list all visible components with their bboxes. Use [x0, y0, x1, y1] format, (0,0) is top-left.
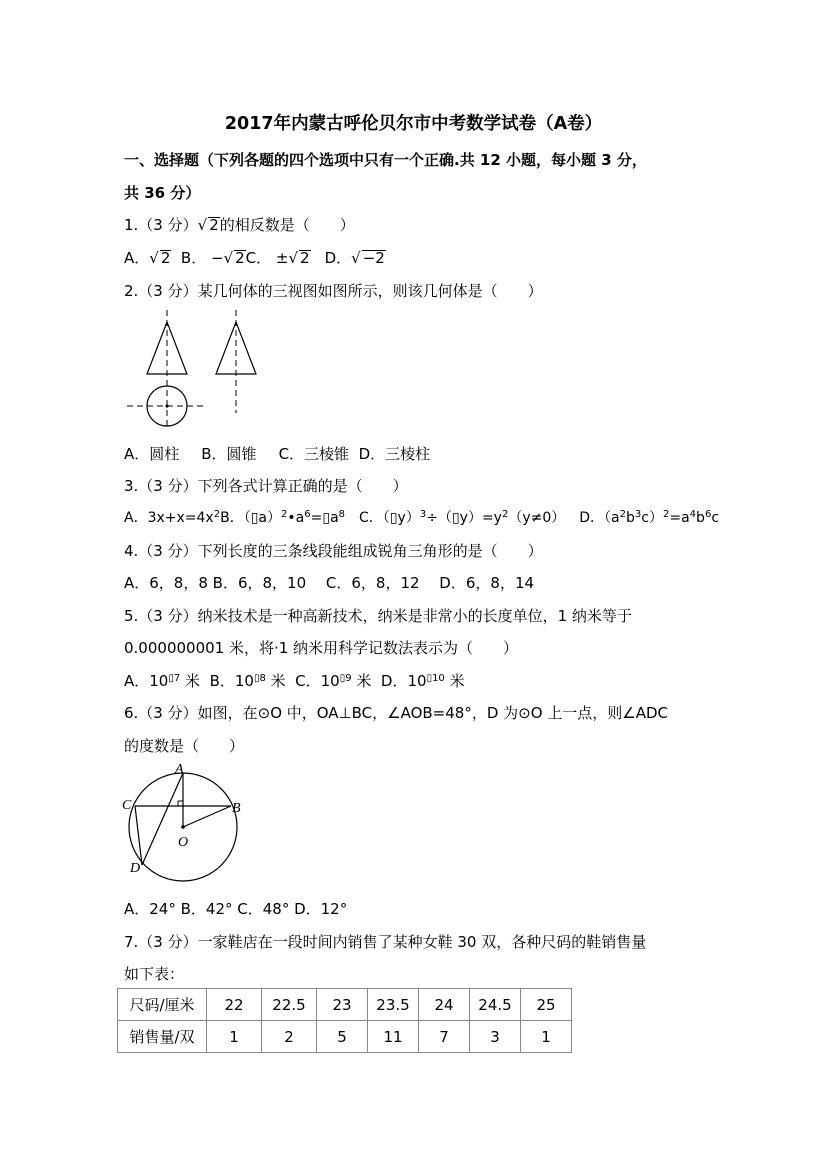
- label-c: C: [122, 798, 132, 813]
- q3-d4: =a: [669, 510, 690, 526]
- q3-d-sup1: 2: [619, 509, 627, 520]
- q5-c-sup: ▯9: [339, 673, 352, 684]
- q5-b-sup: ▯8: [253, 673, 266, 684]
- missing-glyph: ▯: [451, 510, 460, 526]
- q3-a: A．3x+x=4x: [124, 510, 214, 526]
- missing-glyph: ▯: [389, 510, 398, 526]
- missing-glyph: ▯: [322, 510, 331, 526]
- table-row: [118, 989, 572, 1021]
- question-1-options: [124, 248, 386, 268]
- q5-c-unit: 米: [351, 672, 372, 690]
- question-5-line2: 0.000000001 米，将·1 纳米用科学记数法表示为（ ）: [124, 639, 519, 657]
- question-6-line2: 的度数是（ ）: [124, 737, 245, 755]
- section-heading-line1: 一、选择题（下列各题的四个选项中只有一个正确.共 12 小题，每小题 3 分，: [124, 151, 647, 169]
- label-o: O: [178, 835, 189, 850]
- q5-a-sup: ▯7: [168, 673, 181, 684]
- table-cell: 5: [317, 1021, 368, 1053]
- q3-d-sup4: 4: [689, 509, 697, 520]
- q5-c: C．10: [295, 672, 340, 690]
- q5-a-unit: 米: [180, 672, 201, 690]
- q1-option-c-label: C． ±: [245, 249, 289, 267]
- q1-option-c-radicand: 2: [300, 249, 310, 267]
- question-3-options: [124, 508, 719, 528]
- table-cell: 23.5: [368, 989, 419, 1021]
- q3-b3: •a: [287, 510, 305, 526]
- q3-d2: b: [626, 510, 635, 526]
- question-7-line1: 7.（3 分）一家鞋店在一段时间内销售了某种女鞋 30 双，各种尺码的鞋销售量: [124, 933, 647, 951]
- segment-ob: [183, 806, 231, 827]
- question-4-options: A．6，8，8 B．6，8，10 C．6，8，12 D．6，8，14: [124, 574, 535, 592]
- q3-b-sup1: 2: [281, 509, 288, 520]
- table-header-size: 尺码/厘米: [118, 989, 207, 1021]
- three-view-figure: [125, 308, 270, 433]
- sqrt-symbol: √: [149, 249, 159, 267]
- q5-a: A．10: [124, 672, 169, 690]
- q3-c3: ÷（: [426, 510, 452, 526]
- q1-prefix: 1.（3 分）: [124, 216, 198, 234]
- q3-d5: b: [696, 510, 705, 526]
- q1-option-d-radicand: −2: [362, 249, 385, 267]
- circle-geometry-figure: [118, 760, 253, 885]
- table-cell: 22: [207, 989, 262, 1021]
- q3-a-sup: 2: [213, 509, 221, 520]
- table-header-count: 销售量/双: [118, 1021, 207, 1053]
- q3-b-sup2: 6: [304, 509, 311, 520]
- q3-b4: =: [310, 510, 323, 526]
- front-view-triangle: [147, 322, 187, 374]
- sqrt-symbol: √: [351, 249, 361, 267]
- table-cell: 7: [419, 1021, 470, 1053]
- q1-option-a-radicand: 2: [160, 249, 171, 267]
- question-6-line1: 6.（3 分）如图，在⊙O 中，OA⊥BC，∠AOB=48°，D 为⊙O 上一点，则∠ADC: [124, 704, 669, 722]
- sqrt-symbol: √: [223, 249, 234, 267]
- shoe-sales-table: [117, 988, 572, 1053]
- q3-d-sup5: 6: [704, 509, 712, 520]
- q3-c5: （y≠0）: [508, 510, 566, 526]
- label-d: D: [130, 861, 141, 876]
- table-cell: 24: [419, 989, 470, 1021]
- table-cell: 23: [317, 989, 368, 1021]
- q5-d: D．10: [380, 672, 427, 690]
- top-view-center: [165, 404, 168, 407]
- table-row: [118, 1021, 572, 1053]
- q5-b-unit: 米: [265, 672, 286, 690]
- table-cell: 11: [368, 1021, 419, 1053]
- q1-option-a-label: A．: [124, 249, 150, 267]
- table-cell: 3: [470, 1021, 521, 1053]
- label-b: B: [232, 801, 241, 816]
- table-cell: 1: [521, 1021, 572, 1053]
- q1-option-d-label: D．: [324, 249, 352, 267]
- q3-b1: B．（: [220, 510, 251, 526]
- question-5-line1: 5.（3 分）纳米技术是一种高新技术，纳米是非常小的长度单位，1 纳米等于: [124, 607, 632, 625]
- q3-d-sup3: 2: [662, 509, 670, 520]
- section-heading-line2: 共 36 分）: [124, 184, 201, 202]
- question-6-options: A．24° B．42° C．48° D．12°: [124, 900, 348, 918]
- q2-option-c: C．三棱锥: [278, 445, 350, 463]
- q5-d-unit: 米: [444, 672, 465, 690]
- table-cell: 25: [521, 989, 572, 1021]
- question-3-stem: 3.（3 分）下列各式计算正确的是（ ）: [124, 477, 408, 495]
- q1-radicand: 2: [209, 216, 219, 234]
- sqrt-symbol: √: [288, 249, 299, 267]
- question-2-options: [124, 444, 430, 464]
- question-7-line2: 如下表：: [124, 965, 185, 983]
- q3-b2: a）: [258, 510, 282, 526]
- q1-suffix: 的相反数是（ ）: [219, 216, 355, 234]
- q3-c4: y）=y: [459, 510, 502, 526]
- q3-c-sup2: 2: [501, 509, 509, 520]
- sqrt-symbol: √: [197, 216, 208, 234]
- q3-c1: C．（: [359, 510, 390, 526]
- segment-cd: [135, 806, 142, 865]
- table-cell: 22.5: [262, 989, 317, 1021]
- q1-option-b-radicand: 2: [235, 249, 245, 267]
- q3-d6: c: [711, 510, 720, 526]
- q3-c2: y）: [397, 510, 420, 526]
- page-title: 2017年内蒙古呼伦贝尔市中考数学试卷（A卷）: [224, 114, 603, 134]
- q3-d1: D．（a: [579, 510, 620, 526]
- q1-option-b-label: B． −: [180, 249, 224, 267]
- q3-b-sup3: 8: [338, 509, 346, 520]
- center-point: [181, 825, 185, 829]
- q3-b5: a: [330, 510, 339, 526]
- missing-glyph: ▯: [250, 510, 259, 526]
- q2-option-d: D．三棱柱: [358, 445, 431, 463]
- label-a: A: [175, 762, 184, 777]
- segment-ad: [142, 773, 183, 865]
- side-view-triangle: [216, 322, 256, 374]
- q5-d-sup: ▯10: [426, 673, 445, 684]
- table-cell: 24.5: [470, 989, 521, 1021]
- question-5-options: [124, 671, 465, 691]
- q3-d3: c）: [641, 510, 663, 526]
- question-1-stem: [124, 215, 355, 235]
- q3-d-sup2: 3: [634, 509, 642, 520]
- question-4-stem: 4.（3 分）下列长度的三条线段能组成锐角三角形的是（ ）: [124, 542, 543, 560]
- q5-b: B．10: [209, 672, 254, 690]
- q2-option-a: A．圆柱: [124, 445, 180, 463]
- table-cell: 2: [262, 1021, 317, 1053]
- question-2-stem: 2.（3 分）某几何体的三视图如图所示，则该几何体是（ ）: [124, 282, 543, 300]
- q3-c-sup1: 3: [419, 509, 427, 520]
- table-cell: 1: [207, 1021, 262, 1053]
- q2-option-b: B．圆锥: [201, 445, 257, 463]
